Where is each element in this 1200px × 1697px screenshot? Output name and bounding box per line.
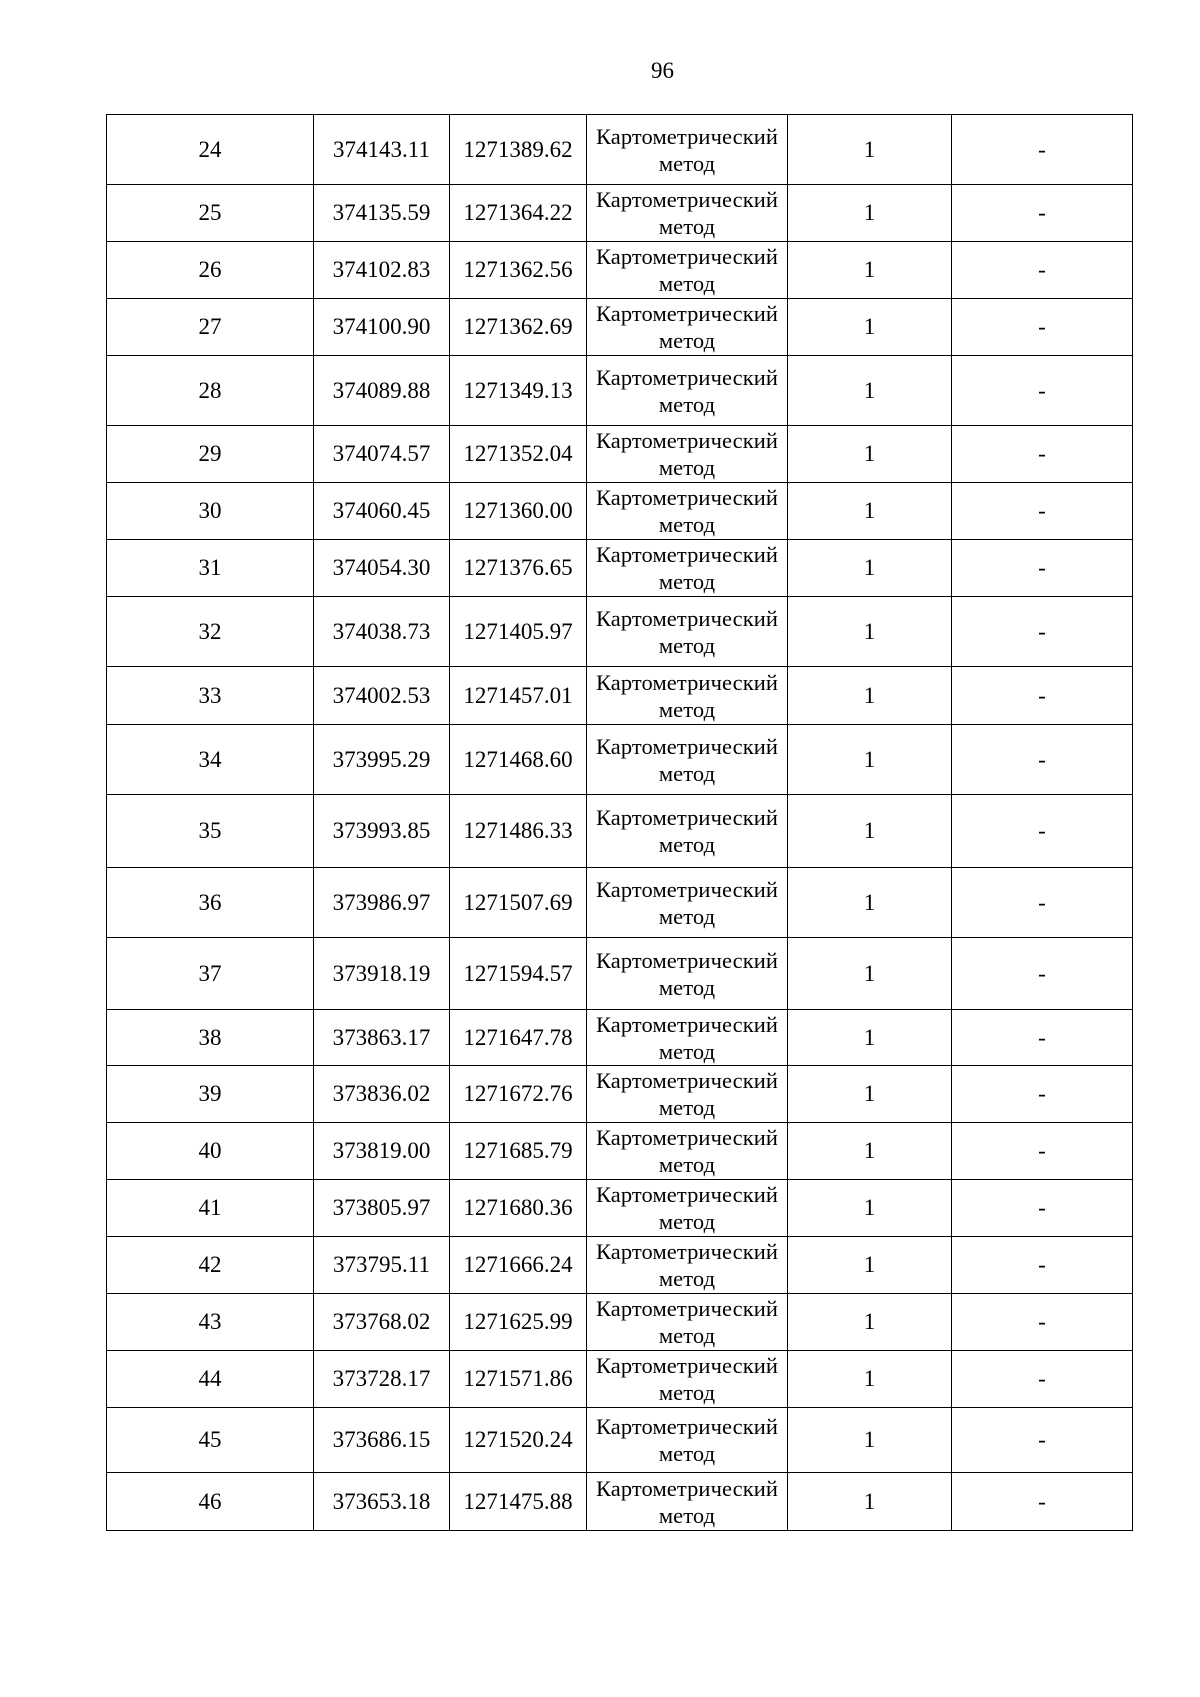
y-coordinate-cell: 1271364.22: [450, 185, 587, 242]
note-cell: -: [952, 426, 1133, 483]
x-coordinate-cell: 373986.97: [314, 868, 450, 938]
note-cell: -: [952, 185, 1133, 242]
table-row: [107, 1066, 1133, 1123]
note-cell: -: [952, 540, 1133, 597]
y-coordinate-cell: 1271625.99: [450, 1294, 587, 1351]
page-number: 96: [651, 58, 674, 83]
y-coordinate-cell: 1271475.88: [450, 1473, 587, 1531]
note-cell: -: [952, 483, 1133, 540]
table-row: [107, 540, 1133, 597]
point-number-cell: 37: [107, 938, 314, 1010]
point-number-cell: 28: [107, 356, 314, 426]
y-coordinate-cell: 1271349.13: [450, 356, 587, 426]
method-cell: Картометрический метод: [587, 1066, 788, 1123]
x-coordinate-cell: 374135.59: [314, 185, 450, 242]
method-cell: Картометрический метод: [587, 795, 788, 868]
point-number-cell: 29: [107, 426, 314, 483]
x-coordinate-cell: 374038.73: [314, 597, 450, 667]
x-coordinate-cell: 374060.45: [314, 483, 450, 540]
accuracy-cell: 1: [788, 938, 952, 1010]
method-cell: Картометрический метод: [587, 483, 788, 540]
x-coordinate-cell: 373995.29: [314, 725, 450, 795]
note-cell: -: [952, 1066, 1133, 1123]
y-coordinate-cell: 1271647.78: [450, 1010, 587, 1066]
method-cell: Картометрический метод: [587, 242, 788, 299]
note-cell: -: [952, 868, 1133, 938]
point-number-cell: 44: [107, 1351, 314, 1408]
method-cell: Картометрический метод: [587, 426, 788, 483]
accuracy-cell: 1: [788, 1408, 952, 1473]
method-cell: Картометрический метод: [587, 1294, 788, 1351]
accuracy-cell: 1: [788, 1010, 952, 1066]
method-cell: Картометрический метод: [587, 1408, 788, 1473]
accuracy-cell: 1: [788, 242, 952, 299]
y-coordinate-cell: 1271594.57: [450, 938, 587, 1010]
point-number-cell: 32: [107, 597, 314, 667]
table-row: [107, 242, 1133, 299]
point-number-cell: 30: [107, 483, 314, 540]
table-row: [107, 667, 1133, 725]
accuracy-cell: 1: [788, 597, 952, 667]
note-cell: -: [952, 1123, 1133, 1180]
x-coordinate-cell: 373993.85: [314, 795, 450, 868]
table-row: [107, 938, 1133, 1010]
method-cell: Картометрический метод: [587, 1351, 788, 1408]
x-coordinate-cell: 373795.11: [314, 1237, 450, 1294]
y-coordinate-cell: 1271405.97: [450, 597, 587, 667]
y-coordinate-cell: 1271352.04: [450, 426, 587, 483]
accuracy-cell: 1: [788, 1294, 952, 1351]
method-cell: Картометрический метод: [587, 868, 788, 938]
accuracy-cell: 1: [788, 1237, 952, 1294]
method-cell: Картометрический метод: [587, 540, 788, 597]
point-number-cell: 24: [107, 115, 314, 185]
y-coordinate-cell: 1271666.24: [450, 1237, 587, 1294]
x-coordinate-cell: 374002.53: [314, 667, 450, 725]
accuracy-cell: 1: [788, 1066, 952, 1123]
accuracy-cell: 1: [788, 667, 952, 725]
table-row: [107, 1010, 1133, 1066]
point-number-cell: 38: [107, 1010, 314, 1066]
accuracy-cell: 1: [788, 868, 952, 938]
method-cell: Картометрический метод: [587, 1180, 788, 1237]
accuracy-cell: 1: [788, 540, 952, 597]
table-row: [107, 185, 1133, 242]
table-row: [107, 597, 1133, 667]
method-cell: Картометрический метод: [587, 938, 788, 1010]
point-number-cell: 33: [107, 667, 314, 725]
x-coordinate-cell: 374100.90: [314, 299, 450, 356]
x-coordinate-cell: 373686.15: [314, 1408, 450, 1473]
y-coordinate-cell: 1271376.65: [450, 540, 587, 597]
point-number-cell: 31: [107, 540, 314, 597]
y-coordinate-cell: 1271685.79: [450, 1123, 587, 1180]
note-cell: -: [952, 1473, 1133, 1531]
point-number-cell: 27: [107, 299, 314, 356]
table-row: [107, 1351, 1133, 1408]
accuracy-cell: 1: [788, 1473, 952, 1531]
coordinates-table-body: [107, 115, 1133, 1531]
x-coordinate-cell: 374054.30: [314, 540, 450, 597]
method-cell: Картометрический метод: [587, 185, 788, 242]
x-coordinate-cell: 373805.97: [314, 1180, 450, 1237]
y-coordinate-cell: 1271486.33: [450, 795, 587, 868]
method-cell: Картометрический метод: [587, 667, 788, 725]
x-coordinate-cell: 373768.02: [314, 1294, 450, 1351]
table-row: [107, 1408, 1133, 1473]
x-coordinate-cell: 373836.02: [314, 1066, 450, 1123]
method-cell: Картометрический метод: [587, 1010, 788, 1066]
point-number-cell: 41: [107, 1180, 314, 1237]
table-row: [107, 1180, 1133, 1237]
x-coordinate-cell: 374074.57: [314, 426, 450, 483]
note-cell: -: [952, 1294, 1133, 1351]
accuracy-cell: 1: [788, 115, 952, 185]
y-coordinate-cell: 1271468.60: [450, 725, 587, 795]
note-cell: -: [952, 1237, 1133, 1294]
method-cell: Картометрический метод: [587, 356, 788, 426]
table-row: [107, 483, 1133, 540]
x-coordinate-cell: 374102.83: [314, 242, 450, 299]
accuracy-cell: 1: [788, 795, 952, 868]
point-number-cell: 46: [107, 1473, 314, 1531]
table-row: [107, 1473, 1133, 1531]
note-cell: -: [952, 597, 1133, 667]
method-cell: Картометрический метод: [587, 1473, 788, 1531]
point-number-cell: 39: [107, 1066, 314, 1123]
method-cell: Картометрический метод: [587, 597, 788, 667]
y-coordinate-cell: 1271360.00: [450, 483, 587, 540]
y-coordinate-cell: 1271362.69: [450, 299, 587, 356]
table-row: [107, 356, 1133, 426]
table-row: [107, 868, 1133, 938]
x-coordinate-cell: 373863.17: [314, 1010, 450, 1066]
method-cell: Картометрический метод: [587, 115, 788, 185]
point-number-cell: 35: [107, 795, 314, 868]
x-coordinate-cell: 374143.11: [314, 115, 450, 185]
note-cell: -: [952, 1408, 1133, 1473]
method-cell: Картометрический метод: [587, 1123, 788, 1180]
x-coordinate-cell: 373819.00: [314, 1123, 450, 1180]
point-number-cell: 42: [107, 1237, 314, 1294]
table-row: [107, 115, 1133, 185]
table-row: [107, 426, 1133, 483]
note-cell: -: [952, 667, 1133, 725]
y-coordinate-cell: 1271362.56: [450, 242, 587, 299]
note-cell: -: [952, 299, 1133, 356]
point-number-cell: 36: [107, 868, 314, 938]
y-coordinate-cell: 1271672.76: [450, 1066, 587, 1123]
x-coordinate-cell: 373653.18: [314, 1473, 450, 1531]
point-number-cell: 25: [107, 185, 314, 242]
note-cell: -: [952, 1180, 1133, 1237]
coordinates-table: [106, 114, 1133, 1531]
table-row: [107, 1294, 1133, 1351]
y-coordinate-cell: 1271571.86: [450, 1351, 587, 1408]
note-cell: -: [952, 1351, 1133, 1408]
accuracy-cell: 1: [788, 426, 952, 483]
x-coordinate-cell: 374089.88: [314, 356, 450, 426]
point-number-cell: 34: [107, 725, 314, 795]
accuracy-cell: 1: [788, 1351, 952, 1408]
point-number-cell: 43: [107, 1294, 314, 1351]
table-row: [107, 1123, 1133, 1180]
method-cell: Картометрический метод: [587, 299, 788, 356]
x-coordinate-cell: 373918.19: [314, 938, 450, 1010]
method-cell: Картометрический метод: [587, 1237, 788, 1294]
point-number-cell: 26: [107, 242, 314, 299]
accuracy-cell: 1: [788, 185, 952, 242]
accuracy-cell: 1: [788, 356, 952, 426]
note-cell: -: [952, 242, 1133, 299]
accuracy-cell: 1: [788, 1123, 952, 1180]
table-row: [107, 795, 1133, 868]
note-cell: -: [952, 795, 1133, 868]
accuracy-cell: 1: [788, 1180, 952, 1237]
y-coordinate-cell: 1271680.36: [450, 1180, 587, 1237]
table-row: [107, 1237, 1133, 1294]
point-number-cell: 40: [107, 1123, 314, 1180]
x-coordinate-cell: 373728.17: [314, 1351, 450, 1408]
y-coordinate-cell: 1271520.24: [450, 1408, 587, 1473]
y-coordinate-cell: 1271507.69: [450, 868, 587, 938]
table-row: [107, 725, 1133, 795]
accuracy-cell: 1: [788, 483, 952, 540]
table-row: [107, 299, 1133, 356]
note-cell: -: [952, 938, 1133, 1010]
point-number-cell: 45: [107, 1408, 314, 1473]
y-coordinate-cell: 1271457.01: [450, 667, 587, 725]
accuracy-cell: 1: [788, 725, 952, 795]
accuracy-cell: 1: [788, 299, 952, 356]
method-cell: Картометрический метод: [587, 725, 788, 795]
note-cell: -: [952, 1010, 1133, 1066]
note-cell: -: [952, 356, 1133, 426]
note-cell: -: [952, 115, 1133, 185]
y-coordinate-cell: 1271389.62: [450, 115, 587, 185]
note-cell: -: [952, 725, 1133, 795]
